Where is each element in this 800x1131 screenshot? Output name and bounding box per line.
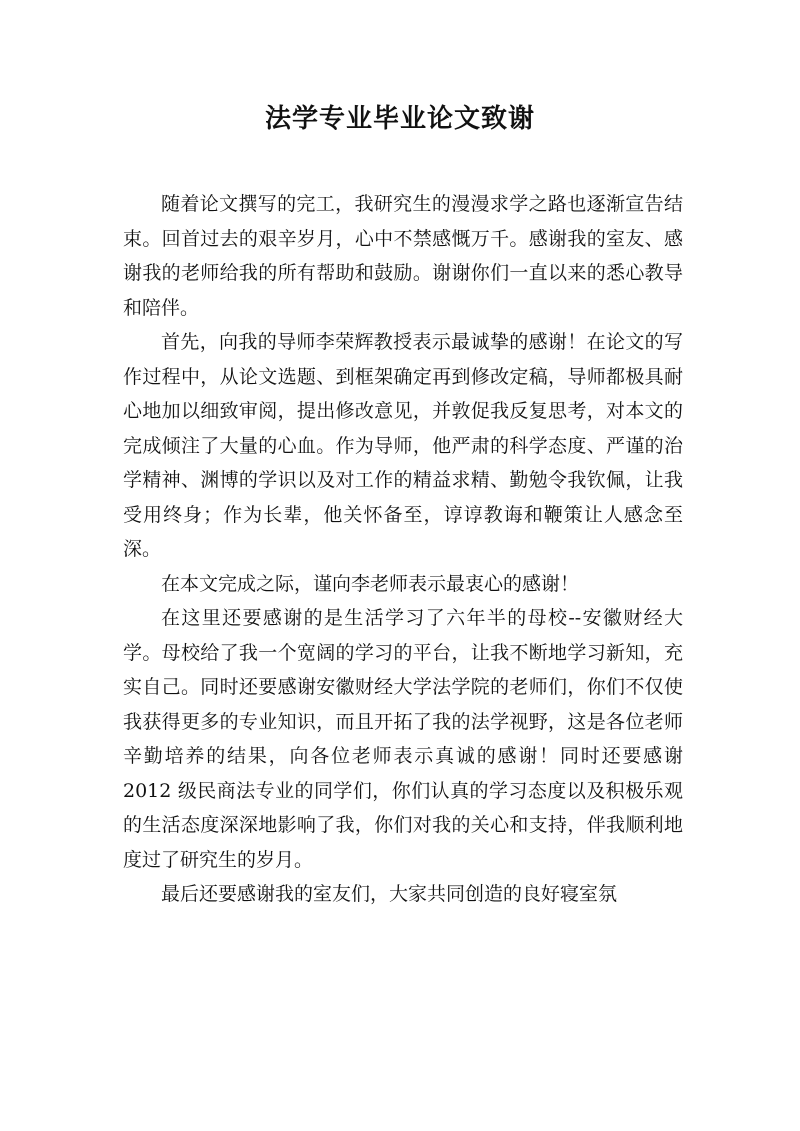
paragraph-4: 在这里还要感谢的是生活学习了六年半的母校--安徽财经大学。母校给了我一个宽阔的学习的平台，让我不断地学习新知，充实自己。同时还要感谢安徽财经大学法学院的老师们，你们不仅使我获得更多的专业知识，而且开拓了我的法学视野，这是各位老师辛勤培养的结果，向各位老师表示真诚的感谢！同时还要感谢 2012 级民商法专业的同学们，你们认真的学习态度以及积极乐观的生活态度深深地影响了我，你们对我的关心和支持，伴我顺利地度过了研究生的岁月。 xyxy=(123,607,683,871)
paragraph-2: 首先，向我的导师李荣辉教授表示最诚挚的感谢！在论文的写作过程中，从论文选题、到框架确定再到修改定稿，导师都极具耐心地加以细致审阅，提出修改意见，并敦促我反复思考，对本文的完成倾注了大量的心血。作为导师，他严肃的科学态度、严谨的治学精神、渊博的学识以及对工作的精益求精、勤勉令我钦佩，让我受用终身；作为长辈，他关怀备至，谆谆教诲和鞭策让人感念至深。 xyxy=(123,331,683,560)
paragraph-5: 最后还要感谢我的室友们，大家共同创造的良好寝室氛 xyxy=(161,883,618,905)
document-body xyxy=(123,187,683,912)
paragraph-1: 随着论文撰写的完工，我研究生的漫漫求学之路也逐渐宣告结束。回首过去的艰辛岁月，心中不禁感慨万千。感谢我的室友、感谢我的老师给我的所有帮助和鼓励。谢谢你们一直以来的悉心教导和陪伴。 xyxy=(123,193,683,319)
paragraph-3: 在本文完成之际，谨向李老师表示最衷心的感谢！ xyxy=(161,572,580,595)
document-title: 法学专业毕业论文致谢 xyxy=(264,104,535,134)
